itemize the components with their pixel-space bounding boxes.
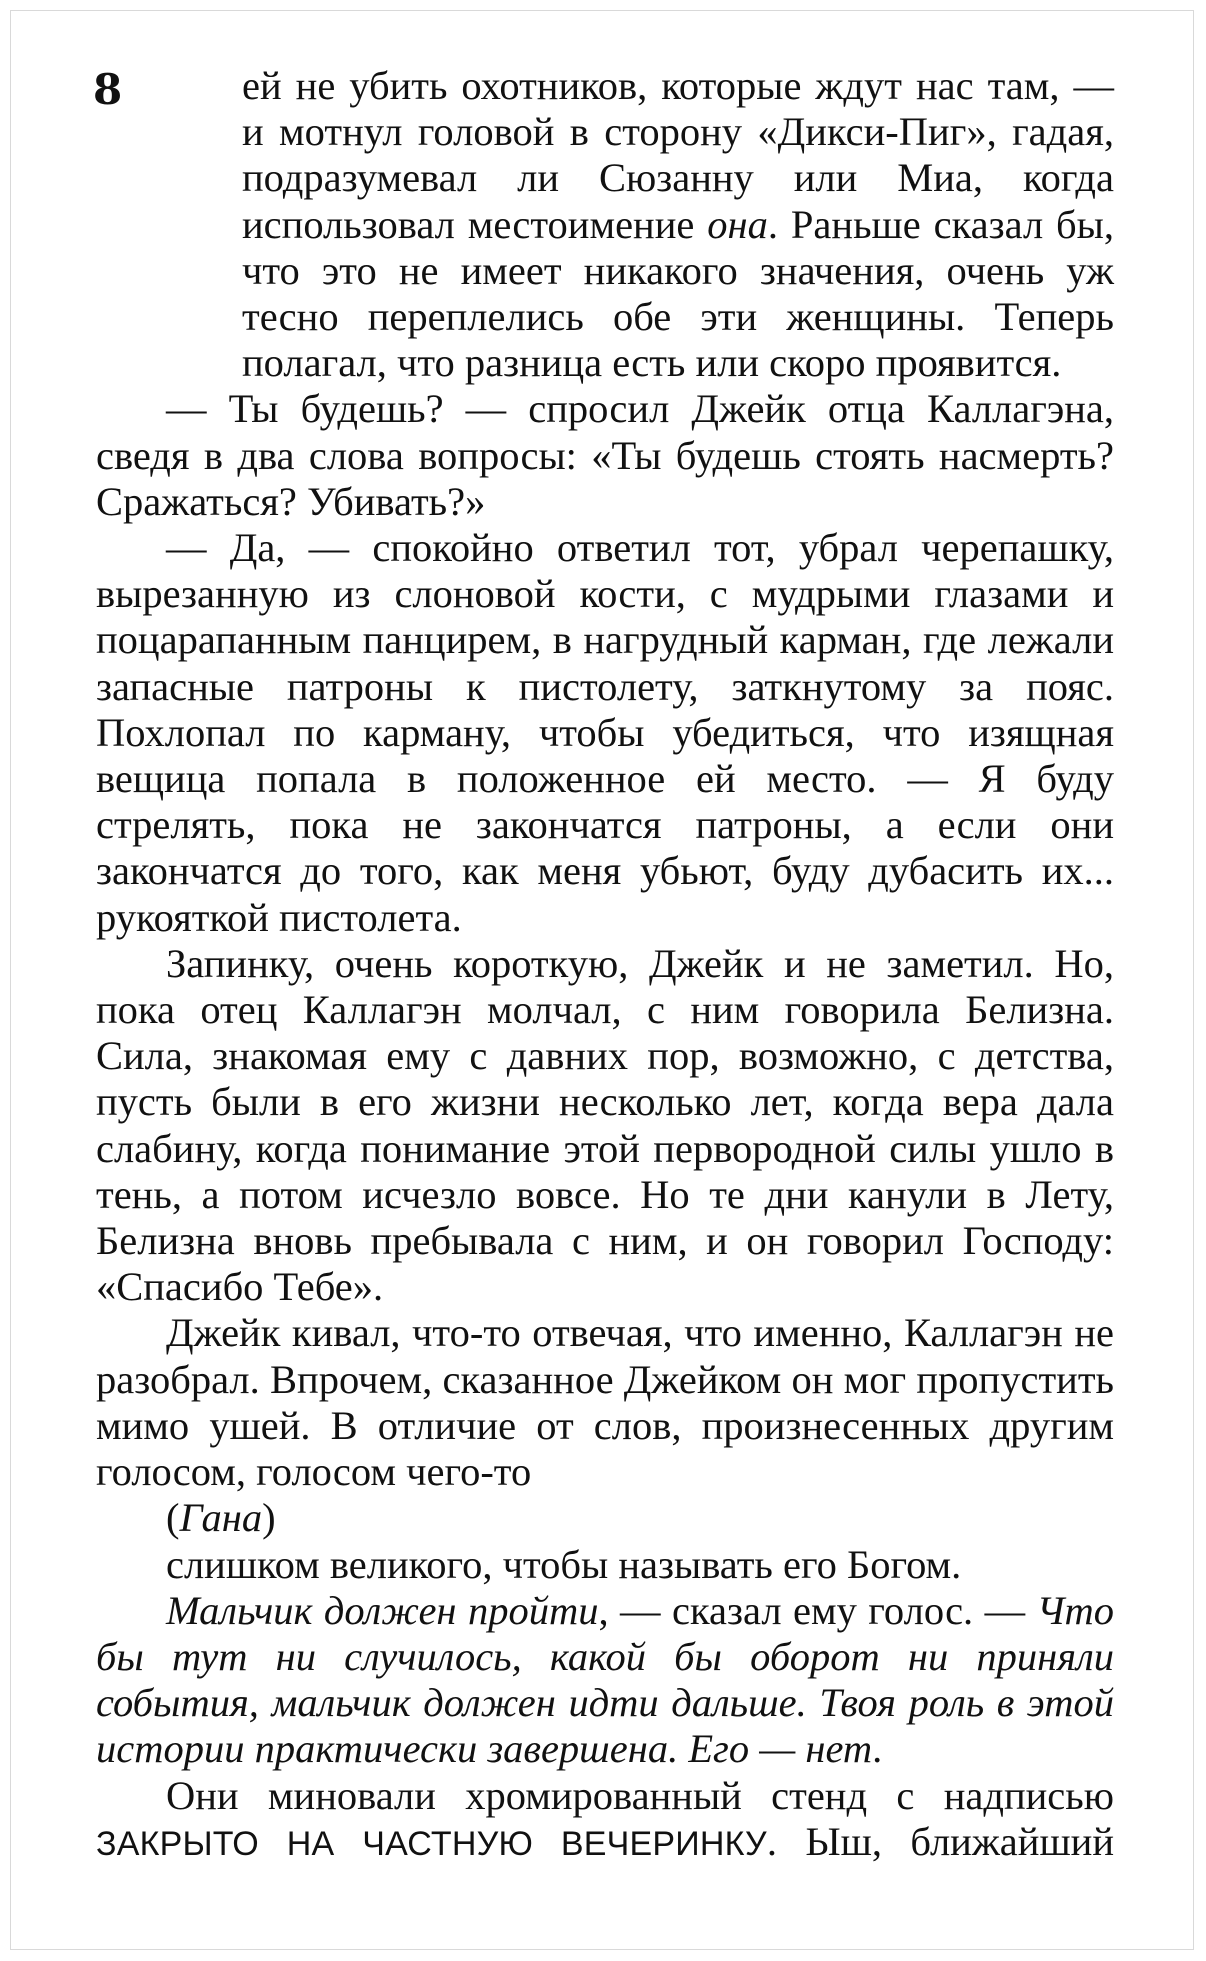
voice-italic-c: Что бы тут ни случилось, какой бы оборот ни приняли события, мальчик должен идти дальше. Твоя роль в этой истории практически завершена. Его — нет	[96, 1587, 1114, 1772]
paragraph-1	[96, 63, 1114, 386]
paragraph-4: Запинку, очень короткую, Джейк и не заметил. Но, пока отец Каллагэн молчал, с ним говорила Белизна. Сила, знакомая ему с давних пор, возможно, с детства, пусть были в его жизни несколько лет, когда вера дала слабину, когда понимание этой первородной силы ушло в тень, а потом исчезло вовсе. Но те дни канули в Лету, Белизна вновь пребывала с ним, и он говорил Господу: «Спасибо Тебе».	[96, 940, 1114, 1310]
paragraph-3: — Да, — спокойно ответил тот, убрал черепашку, вырезанную из слоновой кости, с мудрыми глазами и поцарапанным панцирем, в нагрудный карман, где лежали запасные патроны к пистолету, заткнутому за пояс. Похлопал по карману, чтобы убедиться, что изящная вещица попала в положенное ей место. — Я буду стрелять, пока не закончатся патроны, а если они закончатся до того, как меня убьют, буду дубасить их... рукояткой пистолета.	[96, 525, 1114, 940]
paragraph-5: Джейк кивал, что-то отвечая, что именно, Каллагэн не разобрал. Впрочем, сказанное Джейком он мог пропустить мимо ушей. В отличие от слов, произнесенных другим голосом, голосом чего-то	[96, 1310, 1114, 1495]
paragraph-8-text-b: , — сказал ему голос. —	[598, 1587, 1037, 1633]
page-number: 8	[93, 65, 123, 114]
paragraph-1-text-c: . Раньше сказал бы, что это не имеет никакого значения, очень уж тесно переплелись обе эти женщины. Теперь полагал, что разница есть или скоро проявится.	[242, 201, 1115, 386]
paragraph-9	[96, 1773, 1114, 1867]
book-page	[10, 10, 1194, 1950]
paragraph-1-text-a: ей не убить охотников, которые ждут нас там, — и мотнул головой в сторону «Дикси-Пиг», гадая, подразумевал ли Сюзанну или Миа, когда использовал местоимение	[242, 63, 1114, 247]
page-text	[96, 63, 1114, 1867]
paragraph-8-text-d: .	[872, 1726, 883, 1772]
paragraph-7: слишком великого, чтобы называть его Богом.	[166, 1541, 962, 1587]
paren-close: )	[262, 1495, 276, 1541]
paren-open: (	[166, 1495, 180, 1541]
voice-italic-a: Мальчик должен пройти	[166, 1587, 599, 1633]
paragraph-2: — Ты будешь? — спросил Джейк отца Каллагэна, сведя в два слова вопросы: «Ты будешь стоять насмерть? Сражаться? Убивать?»	[96, 386, 1114, 524]
paragraph-8	[96, 1588, 1114, 1773]
sign-text: ЗАКРЫТО НА ЧАСТНУЮ ВЕЧЕРИНКУ	[96, 1824, 767, 1863]
paragraph-9-text-c: . Ыш, ближайший	[766, 1818, 1114, 1864]
paragraph-6	[96, 1495, 1114, 1541]
gan-italic: Гана	[179, 1495, 263, 1541]
paragraph-1-italic: она	[707, 201, 768, 247]
paragraph-9-text-a: Они миновали хромированный стенд с надписью	[166, 1772, 1114, 1818]
